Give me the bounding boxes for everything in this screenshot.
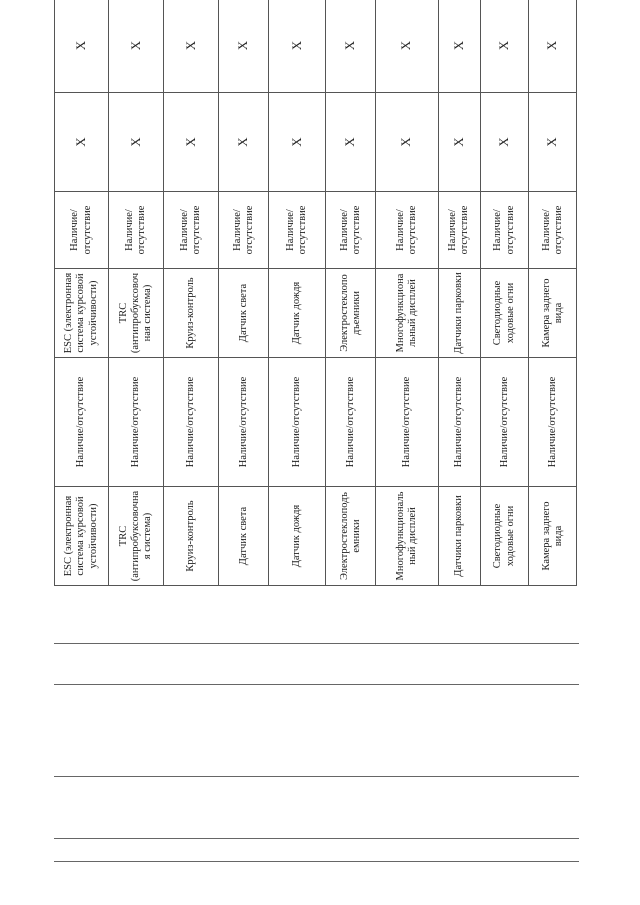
proposal-value-cell: Наличие/отсутствие — [164, 192, 219, 269]
proposal-name-cell: Камера заднего вида — [529, 269, 577, 358]
criterion-cell: Многофункциональный дисплей — [375, 487, 438, 586]
table-row — [109, 0, 164, 586]
criterion-cell: Круиз-контроль — [164, 487, 219, 586]
mark-cell: X — [55, 0, 109, 93]
value-cell: Наличие/отсутствие — [219, 358, 269, 487]
mark-cell: X — [480, 93, 529, 192]
table-row — [219, 0, 269, 586]
spec-table-body — [55, 0, 577, 586]
proposal-value-cell: Наличие/отсутствие — [326, 192, 376, 269]
signature-rule-1 — [54, 643, 579, 644]
criterion-cell: Светодиодные ходовые огни — [480, 487, 529, 586]
table-row — [326, 0, 376, 586]
proposal-name-cell: Круиз-контроль — [164, 269, 219, 358]
table-row — [438, 0, 480, 586]
mark-cell: X — [109, 0, 164, 93]
criterion-cell: Камера заднего вида — [529, 487, 577, 586]
proposal-name-cell: ESC (электронная система курсовой устойчивости) — [55, 269, 109, 358]
signature-rule-3 — [54, 776, 579, 777]
mark-cell: X — [375, 0, 438, 93]
mark-cell: X — [219, 0, 269, 93]
proposal-name-cell: Электростеклоподъемники — [326, 269, 376, 358]
proposal-value-cell: Наличие/отсутствие — [55, 192, 109, 269]
signature-rule-2 — [54, 684, 579, 685]
table-row — [55, 0, 109, 586]
mark-cell: X — [438, 0, 480, 93]
mark-cell: X — [109, 93, 164, 192]
criterion-cell: ESC (электронная система курсовой устойчивости) — [55, 487, 109, 586]
value-cell: Наличие/отсутствие — [375, 358, 438, 487]
value-cell: Наличие/отсутствие — [55, 358, 109, 487]
value-cell: Наличие/отсутствие — [529, 358, 577, 487]
criterion-cell: Датчик света — [219, 487, 269, 586]
signature-rule-4 — [54, 838, 579, 839]
criterion-cell: Датчик дождя — [268, 487, 325, 586]
table-row — [164, 0, 219, 586]
table-row — [529, 0, 577, 586]
mark-cell: X — [219, 93, 269, 192]
criterion-cell: Датчики парковки — [438, 487, 480, 586]
proposal-value-cell: Наличие/отсутствие — [109, 192, 164, 269]
table-row — [268, 0, 325, 586]
proposal-name-cell: Светодиодные ходовые огни — [480, 269, 529, 358]
mark-cell: X — [375, 93, 438, 192]
mark-cell: X — [480, 0, 529, 93]
value-cell: Наличие/отсутствие — [480, 358, 529, 487]
criterion-cell: Электростеклоподъемники — [326, 487, 376, 586]
mark-cell: X — [326, 0, 376, 93]
value-cell: Наличие/отсутствие — [164, 358, 219, 487]
mark-cell: X — [529, 93, 577, 192]
mark-cell: X — [164, 0, 219, 93]
criterion-cell: TRC (антипробуксовочная система) — [109, 487, 164, 586]
proposal-name-cell: TRC (антипробуксовочная система) — [109, 269, 164, 358]
equipment-spec-table — [54, 0, 577, 586]
proposal-name-cell: Многофункциональный дисплей — [375, 269, 438, 358]
mark-cell: X — [164, 93, 219, 192]
mark-cell: X — [268, 0, 325, 93]
rotated-table-wrapper — [54, 41, 577, 586]
proposal-value-cell: Наличие/отсутствие — [375, 192, 438, 269]
value-cell: Наличие/отсутствие — [326, 358, 376, 487]
proposal-value-cell: Наличие/отсутствие — [268, 192, 325, 269]
proposal-name-cell: Датчик света — [219, 269, 269, 358]
table-row — [480, 0, 529, 586]
mark-cell: X — [268, 93, 325, 192]
proposal-value-cell: Наличие/отсутствие — [438, 192, 480, 269]
mark-cell: X — [326, 93, 376, 192]
proposal-value-cell: Наличие/отсутствие — [529, 192, 577, 269]
value-cell: Наличие/отсутствие — [268, 358, 325, 487]
mark-cell: X — [55, 93, 109, 192]
proposal-name-cell: Датчик дождя — [268, 269, 325, 358]
value-cell: Наличие/отсутствие — [109, 358, 164, 487]
table-row — [375, 0, 438, 586]
mark-cell: X — [438, 93, 480, 192]
mark-cell: X — [529, 0, 577, 93]
proposal-name-cell: Датчики парковки — [438, 269, 480, 358]
proposal-value-cell: Наличие/отсутствие — [219, 192, 269, 269]
value-cell: Наличие/отсутствие — [438, 358, 480, 487]
signature-rule-5 — [54, 861, 579, 862]
proposal-value-cell: Наличие/отсутствие — [480, 192, 529, 269]
